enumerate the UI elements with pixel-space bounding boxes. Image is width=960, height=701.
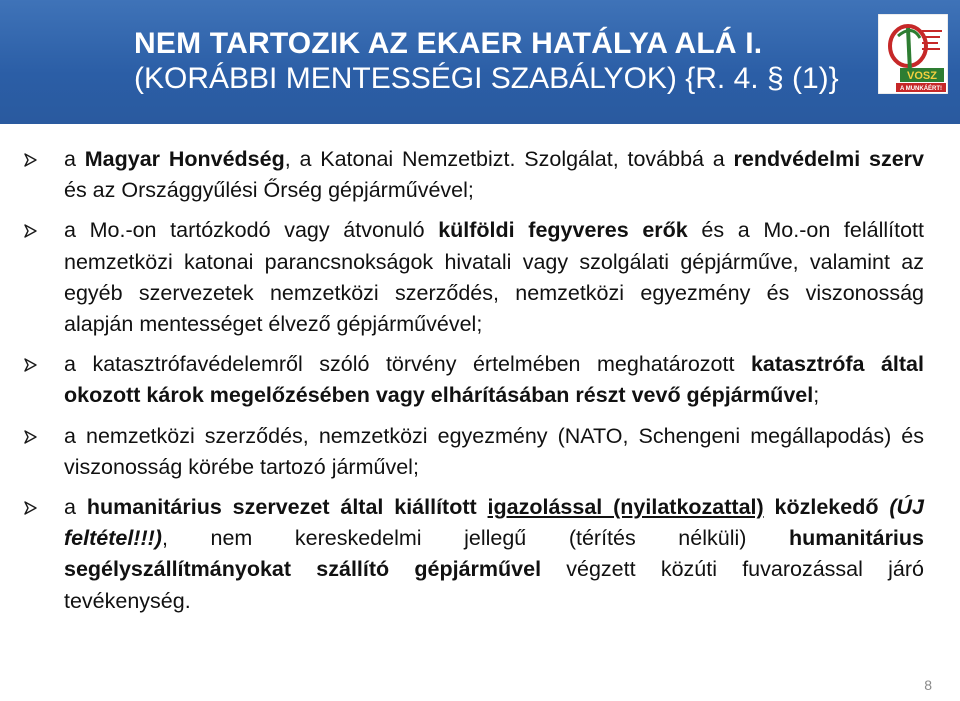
vosz-logo	[878, 14, 948, 94]
arrow-bullet-icon	[24, 501, 38, 515]
arrow-bullet-icon	[24, 224, 38, 238]
arrow-bullet-icon	[24, 430, 38, 444]
bullet-list	[24, 144, 924, 626]
arrow-bullet-icon	[24, 153, 38, 167]
item-bold: katasztrófa által okozott károk megelőzésében vagy elhárításában részt vevő gépjárművel	[64, 352, 924, 408]
list-item	[24, 421, 924, 483]
item-text: , a Katonai Nemzetbizt. Szolgálat, továbbá a	[284, 147, 734, 171]
logo-badge-text: VOSZ	[907, 70, 937, 82]
item-bold-underlined: igazolással (nyilatkozattal)	[487, 495, 764, 520]
item-text: ;	[813, 383, 820, 408]
vosz-logo-graphic	[878, 14, 948, 94]
item-text: és az Országgyűlési Őrség gépjárművével;	[64, 178, 474, 203]
item-bold: külföldi fegyveres erők	[438, 218, 688, 243]
item-text: végzett közúti fuvarozással járó tevékenység.	[64, 557, 924, 613]
item-bold: rendvédelmi szerv	[733, 147, 924, 171]
item-bold-italic: (ÚJ feltétel!!!)	[64, 495, 924, 551]
item-bold: humanitárius szervezet által kiállított	[86, 495, 488, 520]
list-item	[24, 144, 924, 206]
item-bold: humanitárius segélyszállítmányokat szállító gépjárművel	[64, 526, 924, 582]
item-text: a nemzetközi szerződés, nemzetközi egyezmény (NATO, Schengeni megállapodás) és viszonosság körébe tartozó járművel;	[64, 423, 924, 479]
item-bold: közlekedő	[763, 495, 890, 520]
slide-title	[134, 26, 839, 96]
list-item	[24, 492, 924, 617]
item-text: a	[64, 147, 85, 171]
title-line-1: NEM TARTOZIK AZ EKAER HATÁLYA ALÁ I.	[134, 27, 763, 60]
item-text: a Mo.-on tartózkodó vagy átvonuló	[64, 218, 439, 243]
list-item	[24, 215, 924, 340]
arrow-bullet-icon	[24, 358, 38, 372]
page-number: 8	[924, 677, 932, 693]
title-line-2: (KORÁBBI MENTESSÉGI SZABÁLYOK) {R. 4. § (1)}	[134, 62, 839, 95]
item-text: , nem kereskedelmi jellegű (térítés nélküli)	[161, 526, 789, 551]
item-text: a	[64, 495, 87, 520]
logo-caption: A MUNKÁÉRT!	[899, 86, 943, 92]
item-bold: Magyar Honvédség	[84, 147, 285, 171]
list-item	[24, 349, 924, 411]
item-text: és a Mo.-on felállított nemzetközi katonai parancsnokságok hivatali vagy szolgálati gépjárműve, valamint az egyéb szervezetek nemzetközi szerződés, nemzetközi egyezmény és viszonosság alapján mentességet élvező gépjárművével;	[64, 218, 925, 337]
item-text: a katasztrófavédelemről szóló törvény értelmében meghatározott	[64, 352, 751, 377]
